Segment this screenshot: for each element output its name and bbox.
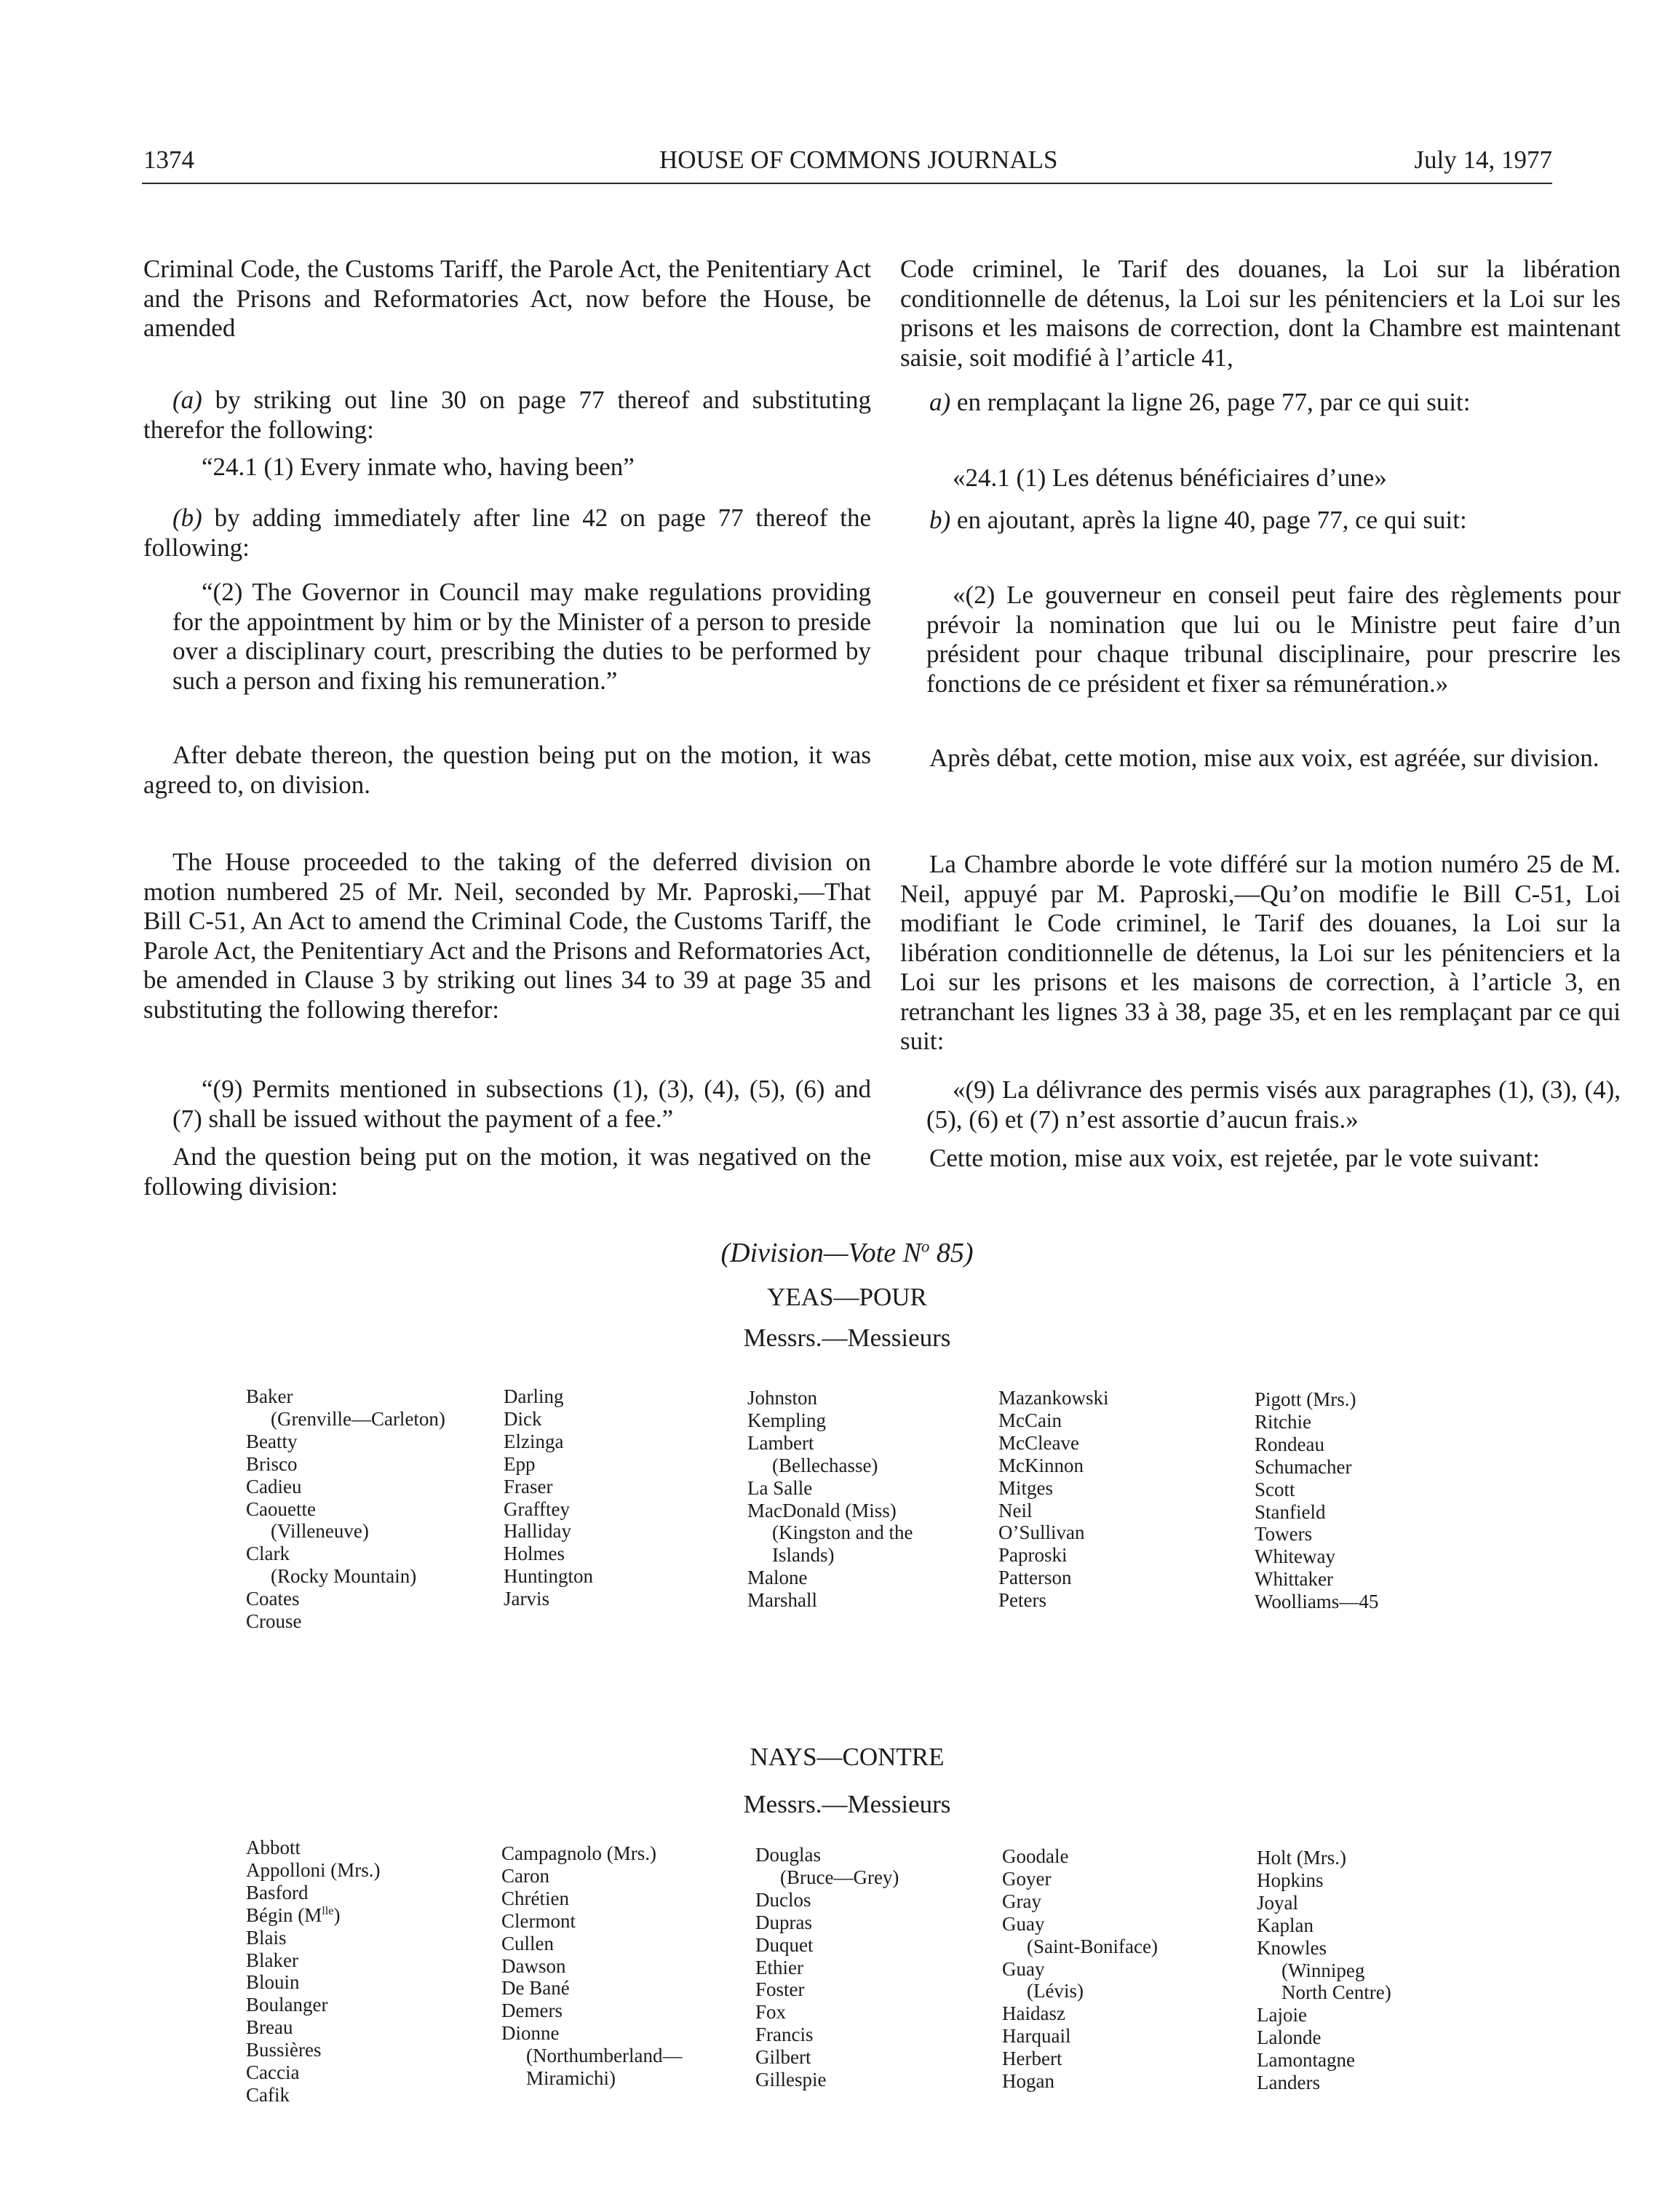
member-name: Kaplan <box>1257 1914 1314 1936</box>
member-name: Dick <box>504 1407 542 1430</box>
header-rule <box>142 183 1552 184</box>
member-name: Huntington <box>504 1565 594 1588</box>
member-name: Appolloni (Mrs.) <box>246 1858 381 1881</box>
member-name: Gilbert <box>755 2046 811 2069</box>
title-close: ) <box>333 1903 341 1926</box>
member-name: Whiteway <box>1255 1545 1335 1568</box>
yeas-heading: YEAS—POUR <box>767 1283 927 1311</box>
member-name: Woolliams—45 <box>1255 1591 1379 1613</box>
member-name: North Centre) <box>1281 1981 1391 2004</box>
member-name: Dupras <box>755 1911 812 1933</box>
member-name: McKinnon <box>998 1454 1084 1476</box>
fr-amendment-a <box>900 388 1621 418</box>
member-name: Guay <box>1002 1912 1045 1935</box>
member-name: O’Sullivan <box>998 1521 1085 1544</box>
member-name: Ethier <box>755 1956 803 1978</box>
member-name: Paproski <box>998 1544 1068 1567</box>
yeas-column-4 <box>998 1387 1108 1612</box>
member-name: Gillespie <box>755 2069 827 2091</box>
member-name: Elzinga <box>504 1430 564 1452</box>
fr-rejected: Cette motion, mise aux voix, est rejetée, par le vote suivant: <box>929 1144 1540 1172</box>
en-quote-2: “(2) The Governor in Council may make regulations providing for the appointment by him or by the Minister of a person to preside over a disciplinary court, prescribing the duties to be performed by such a person and fixing his remuneration.” <box>172 578 871 695</box>
member-name: Blais <box>246 1926 287 1949</box>
member-name: Johnston <box>747 1387 818 1409</box>
member-name: (Bruce—Grey) <box>780 1866 899 1888</box>
en-deferred-division: The House proceeded to the taking of the deferred division on motion numbered 25 of Mr. Neil, seconded by Mr. Paproski,—That Bill C-51, An Act to amend the Criminal Code, the Customs Tariff, the Parole Act, the Penitentiary Act and the Prisons and Reformatories Act, be amended in Clause 3 by striking out lines 34 to 39 at page 35 and substituting the following therefor: <box>143 848 871 1024</box>
en-b-text: by adding immediately after line 42 on page 77 thereof the following: <box>143 504 871 562</box>
nays-column-3 <box>755 1844 899 2091</box>
member-name: Holmes <box>504 1543 565 1565</box>
nays-subheading: Messrs.—Messieurs <box>743 1790 951 1818</box>
fr-quote-2: «(2) Le gouverneur en conseil peut faire des règlements pour prévoir la nomination que lui ou le Ministre peut faire d’un président pour chaque tribunal disciplinaire, pour prescrire les fonctions de ce président et fixer sa rémunération.» <box>926 581 1621 698</box>
yeas-column-5 <box>1255 1388 1378 1613</box>
en-negatived: And the question being put on the motion, it was negatived on the following division: <box>143 1142 871 1201</box>
en-debate-result: After debate thereon, the question being put on the motion, it was agreed to, on division. <box>143 741 871 799</box>
member-name: Harquail <box>1002 2025 1071 2048</box>
member-name: Caron <box>501 1864 549 1887</box>
member-name: Mitges <box>998 1476 1054 1499</box>
en-quote-3: “(9) Permits mentioned in subsections (1), (3), (4), (5), (6) and (7) shall be issued without the payment of a fee.” <box>172 1075 871 1133</box>
member-name: Holt (Mrs.) <box>1257 1847 1346 1869</box>
member-name: Mazankowski <box>998 1387 1109 1409</box>
member-name: Goyer <box>1002 1867 1052 1890</box>
member-name: Hogan <box>1002 2070 1054 2093</box>
member-name: Lamontagne <box>1257 2049 1355 2072</box>
member-name: (Grenville—Carleton) <box>271 1407 445 1430</box>
member-name: Breau <box>246 2016 293 2039</box>
member-name: Pigott (Mrs.) <box>1255 1388 1356 1410</box>
member-name: Cadieu <box>246 1475 302 1497</box>
member-name: Patterson <box>998 1567 1072 1589</box>
member-name: Bégin $(M^{lle})$ <box>246 1903 341 1926</box>
nays-column-2 <box>501 1842 682 2090</box>
member-name: Francis <box>755 2024 814 2046</box>
member-name: Demers <box>501 2000 563 2022</box>
member-name: Dionne <box>501 2022 560 2045</box>
member-name: Abbott <box>246 1837 301 1858</box>
member-name: Guay <box>1002 1957 1045 1980</box>
member-name: Cafik <box>246 2083 290 2106</box>
member-name: Blouin <box>246 1971 300 1994</box>
header-date: July 14, 1977 <box>1414 146 1552 174</box>
member-name: Crouse <box>246 1610 302 1633</box>
member-name: Epp <box>504 1452 536 1475</box>
member-name: Blaker <box>246 1949 298 1971</box>
fr-continuation: Code criminel, le Tarif des douanes, la Loi sur la libération conditionnelle de détenus, la Loi sur les pénitenciers et la Loi sur les prisons et les maisons de correction, dont la Chambre est maintenant saisie, soit modifié à l’article 41, <box>900 255 1621 372</box>
member-name: Knowles <box>1257 1936 1327 1959</box>
en-a-label: (a) <box>172 386 202 414</box>
member-name: Cullen <box>501 1932 554 1954</box>
nays-column-5 <box>1257 1847 1391 2094</box>
member-name: Herbert <box>1002 2048 1062 2070</box>
member-name: (Winnipeg <box>1281 1959 1365 1981</box>
member-name: Coates <box>246 1588 300 1610</box>
member-name: Schumacher <box>1255 1455 1352 1478</box>
fr-amendment-b <box>900 506 1621 536</box>
yeas-column-2 <box>504 1385 593 1610</box>
member-name: Darling <box>504 1385 564 1407</box>
member-name: Goodale <box>1002 1845 1069 1867</box>
member-name: Duclos <box>755 1888 811 1911</box>
member-name: Fraser <box>504 1475 553 1497</box>
member-name: Campagnolo (Mrs.) <box>501 1842 656 1864</box>
fr-quote-1: «24.1 (1) Les détenus bénéficiaires d’une» <box>953 464 1387 492</box>
member-name: Peters <box>998 1589 1046 1612</box>
member-name: Lalonde <box>1257 2026 1322 2049</box>
fr-a-text: en remplaçant la ligne 26, page 77, par ce qui suit: <box>950 388 1471 416</box>
member-name: Whittaker <box>1255 1568 1333 1591</box>
member-name: Haidasz <box>1002 2002 1065 2025</box>
nays-column-1 <box>246 1837 381 2106</box>
en-amendment-b <box>143 504 871 562</box>
en-amendment-a <box>143 386 871 445</box>
page-number: 1374 <box>143 146 194 174</box>
member-name: Basford <box>246 1881 309 1903</box>
member-name: Dawson <box>501 1954 566 1977</box>
member-name: (Lévis) <box>1027 1980 1084 2002</box>
journal-title: HOUSE OF COMMONS JOURNALS <box>659 146 1058 174</box>
member-name: Caccia <box>246 2061 300 2084</box>
member-name: De Bané <box>501 1977 570 2000</box>
fr-b-text: en ajoutant, après la ligne 40, page 77, ce qui suit: <box>950 506 1467 534</box>
member-name: (Villeneuve) <box>271 1520 369 1543</box>
member-name: Jarvis <box>504 1588 549 1610</box>
member-name: McCleave <box>998 1431 1079 1454</box>
member-name: Clark <box>246 1543 290 1565</box>
member-name: Brisco <box>246 1452 298 1475</box>
member-name: (Bellechasse) <box>772 1454 878 1476</box>
member-name: La Salle <box>747 1476 813 1499</box>
fr-deferred-division: La Chambre aborde le vote différé sur la motion numéro 25 de M. Neil, appuyé par M. Paproski,—Qu’on modifie le Bill C-51, Loi modifiant le Code criminel, le Tarif des douanes, la Loi sur la libération conditionnelle de détenus, la Loi sur les pénitenciers et la Loi sur les prisons et les maisons de correction, à l’article 3, en retranchant les lignes 33 à 38, page 35, et en les remplaçant par ce qui suit: <box>900 850 1621 1055</box>
member-name: Boulanger <box>246 1994 328 2016</box>
member-name: Joyal <box>1257 1891 1298 1914</box>
member-name: (Northumberland— <box>526 2045 683 2067</box>
member-name: Gray <box>1002 1890 1041 1912</box>
en-b-label: (b) <box>172 504 202 532</box>
member-name: Caouette <box>246 1497 316 1520</box>
yeas-subheading: Messrs.—Messieurs <box>743 1324 951 1352</box>
nays-heading: NAYS—CONTRE <box>750 1743 945 1771</box>
en-quote-1: “24.1 (1) Every inmate who, having been” <box>202 453 635 481</box>
member-name: Kempling <box>747 1409 826 1431</box>
member-name: Islands) <box>772 1544 835 1567</box>
member-name: Towers <box>1255 1523 1313 1545</box>
member-name: McCain <box>998 1409 1062 1431</box>
member-name: Rondeau <box>1255 1433 1324 1455</box>
member-name: Beatty <box>246 1430 298 1452</box>
member-name: Baker <box>246 1385 293 1407</box>
yeas-column-1 <box>246 1385 445 1633</box>
member-name: (Saint-Boniface) <box>1027 1935 1158 1957</box>
member-name: Hopkins <box>1257 1869 1324 1891</box>
member-name: Halliday <box>504 1520 571 1543</box>
member-name: Grafftey <box>504 1497 570 1520</box>
nays-column-4 <box>1002 1845 1158 2093</box>
member-name: Miramichi) <box>526 2067 616 2090</box>
member-name: Marshall <box>747 1589 817 1612</box>
member-name: Lajoie <box>1257 2004 1307 2026</box>
member-name: MacDonald (Miss) <box>747 1499 897 1521</box>
member-name: Chrétien <box>501 1887 569 1909</box>
member-name: Foster <box>755 1978 805 2001</box>
member-name: Malone <box>747 1567 808 1589</box>
member-name: (Rocky Mountain) <box>271 1565 417 1588</box>
yeas-column-3 <box>747 1387 913 1612</box>
fr-debate-result: Après débat, cette motion, mise aux voix, est agréée, sur division. <box>929 744 1600 772</box>
fr-b-label: b) <box>929 506 951 534</box>
member-name: Stanfield <box>1255 1500 1326 1523</box>
title-superscript: lle <box>322 1903 334 1917</box>
member-name: Duquet <box>755 1933 814 1956</box>
en-a-text: by striking out line 30 on page 77 thereof and substituting therefor the following: <box>143 386 871 444</box>
member-name: Neil <box>998 1499 1033 1521</box>
member-name: Clermont <box>501 1909 576 1932</box>
division-title: (Division—Vote $N^o$ 85) <box>720 1237 974 1268</box>
fr-quote-3: «(9) La délivrance des permis visés aux paragraphes (1), (3), (4), (5), (6) et (7) n’est assortie d’aucun frais.» <box>926 1075 1621 1134</box>
member-name: Fox <box>755 2001 787 2024</box>
member-name: Scott <box>1255 1478 1295 1500</box>
member-name: (Kingston and the <box>772 1521 913 1544</box>
member-name: Bussières <box>246 2039 322 2061</box>
member-name: Lambert <box>747 1431 814 1454</box>
en-continuation: Criminal Code, the Customs Tariff, the Parole Act, the Penitentiary Act and the Prisons and Reformatories Act, now before the House, be amended <box>143 255 871 342</box>
member-name: Ritchie <box>1255 1410 1311 1433</box>
member-name: Douglas <box>755 1844 821 1866</box>
member-name: Landers <box>1257 2072 1320 2094</box>
fr-a-label: a) <box>929 388 951 416</box>
